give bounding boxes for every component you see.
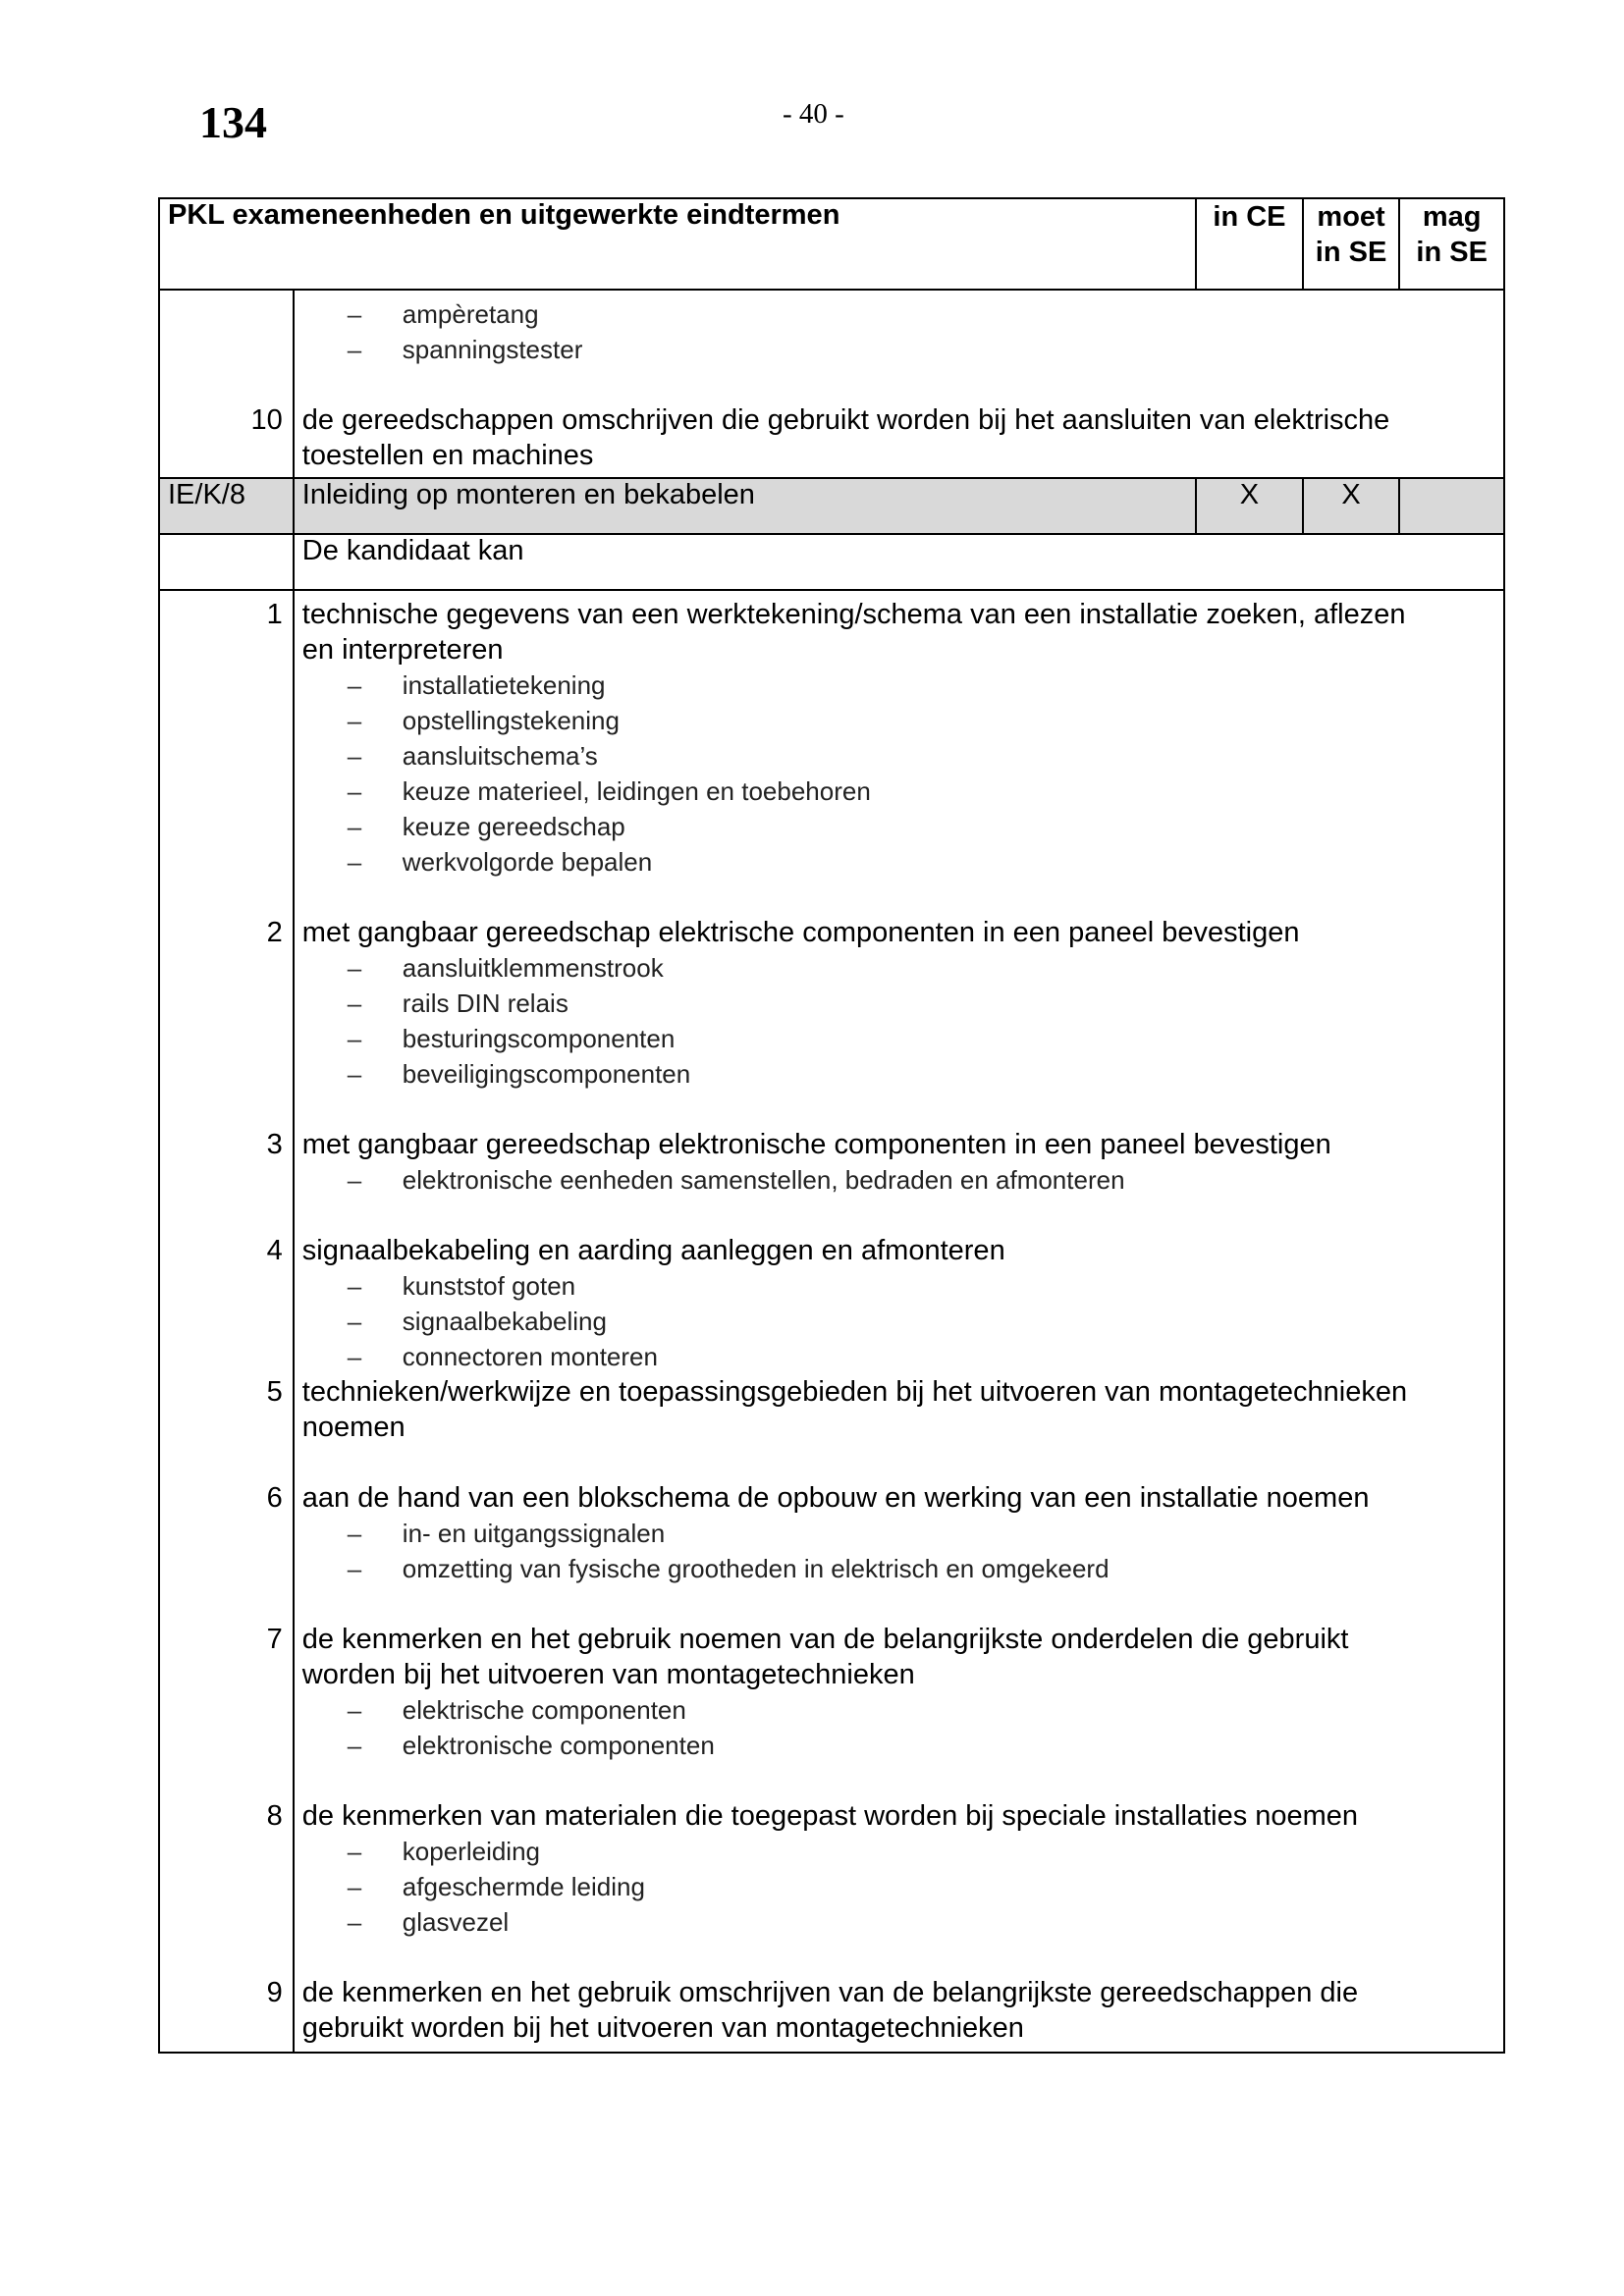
list-item bbox=[302, 1622, 1495, 1763]
dash-bullet-icon: – bbox=[347, 1837, 362, 1866]
dash-bullet-icon: – bbox=[347, 1731, 362, 1760]
sub-item-text: besturingscomponenten bbox=[402, 1024, 676, 1053]
item-text: en interpreteren bbox=[301, 634, 504, 666]
dash-bullet-icon: – bbox=[347, 299, 362, 329]
header-in-ce: in CE bbox=[1196, 198, 1303, 290]
sub-item bbox=[302, 844, 1495, 880]
item-text: de kenmerken en het gebruik noemen van de belangrijkste onderdelen die gebruikt bbox=[301, 1624, 1349, 1655]
item-number: 5 bbox=[266, 1376, 283, 1408]
item-text: technische gegevens van een werktekening/schema van een installatie zoeken, aflezen bbox=[301, 599, 1406, 630]
unit-moet-in-se-mark: X bbox=[1303, 478, 1400, 534]
list-item bbox=[302, 1480, 1495, 1586]
dash-bullet-icon: – bbox=[347, 741, 362, 771]
dash-bullet-icon: – bbox=[347, 335, 362, 364]
sub-item-text: werkvolgorde bepalen bbox=[402, 847, 653, 877]
item-numbers-column bbox=[159, 590, 294, 2053]
item-number: 3 bbox=[266, 1129, 283, 1160]
unit-mag-in-se-mark bbox=[1399, 478, 1504, 534]
sub-item bbox=[302, 703, 1495, 738]
continuation-row bbox=[159, 290, 1504, 478]
sub-item bbox=[302, 1834, 1495, 1869]
header-mag-in-se: mag in SE bbox=[1399, 198, 1504, 290]
item-text: technieken/werkwijze en toepassingsgebieden bij het uitvoeren van montagetechnieken bbox=[301, 1376, 1408, 1408]
sub-item-text: elektronische componenten bbox=[402, 1731, 715, 1760]
sub-item-text: glasvezel bbox=[402, 1907, 510, 1937]
dash-bullet-icon: – bbox=[347, 1554, 362, 1583]
list-item bbox=[302, 1233, 1495, 1374]
dash-bullet-icon: – bbox=[347, 847, 362, 877]
intro-number-cell bbox=[159, 534, 294, 590]
list-item bbox=[302, 915, 1495, 1092]
sub-item bbox=[302, 1339, 1495, 1374]
dash-bullet-icon: – bbox=[347, 1695, 362, 1725]
unit-code: IE/K/8 bbox=[159, 478, 294, 534]
sub-item bbox=[302, 1304, 1495, 1339]
sub-item bbox=[302, 986, 1495, 1021]
item-text: de kenmerken van materialen die toegepast worden bij speciale installaties noemen bbox=[301, 1800, 1359, 1832]
item-text: gebruikt worden bij het uitvoeren van montagetechnieken bbox=[301, 2012, 1024, 2044]
dash-bullet-icon: – bbox=[347, 670, 362, 700]
sub-item bbox=[302, 667, 1495, 703]
sub-item-text: beveiligingscomponenten bbox=[402, 1059, 691, 1089]
item-text: met gangbaar gereedschap elektrische componenten in een paneel bevestigen bbox=[301, 917, 1300, 948]
dash-bullet-icon: – bbox=[347, 953, 362, 983]
list-item bbox=[302, 1127, 1495, 1198]
sub-item bbox=[302, 1551, 1495, 1586]
dash-bullet-icon: – bbox=[347, 1872, 362, 1901]
dash-bullet-icon: – bbox=[347, 1907, 362, 1937]
sub-item bbox=[302, 1869, 1495, 1904]
sub-item-text: aansluitklemmenstrook bbox=[402, 953, 664, 983]
sub-item-text: rails DIN relais bbox=[402, 988, 568, 1018]
dash-bullet-icon: – bbox=[347, 1271, 362, 1301]
sub-item bbox=[302, 1162, 1495, 1198]
sub-item bbox=[302, 738, 1495, 774]
page-number: 134 bbox=[199, 97, 267, 147]
dash-bullet-icon: – bbox=[347, 1024, 362, 1053]
dash-bullet-icon: – bbox=[347, 988, 362, 1018]
items-row bbox=[159, 590, 1504, 2053]
sub-item bbox=[302, 809, 1495, 844]
continuation-content bbox=[294, 290, 1504, 478]
dash-bullet-icon: – bbox=[347, 1519, 362, 1548]
sub-item-text: spanningstester bbox=[402, 335, 583, 364]
item-number: 1 bbox=[266, 599, 283, 630]
table-header-row bbox=[159, 198, 1504, 290]
item-text: noemen bbox=[301, 1412, 406, 1443]
item-number: 6 bbox=[266, 1482, 283, 1514]
continuation-number-cell: 10 bbox=[159, 290, 294, 478]
sub-item-text: kunststof goten bbox=[402, 1271, 576, 1301]
unit-row bbox=[159, 478, 1504, 534]
sub-item-text: connectoren monteren bbox=[402, 1342, 658, 1371]
folio: - 40 - bbox=[783, 98, 844, 130]
list-item bbox=[302, 597, 1495, 880]
unit-name: Inleiding op monteren en bekabelen bbox=[294, 478, 1196, 534]
item-number: 9 bbox=[266, 1977, 283, 2008]
dash-bullet-icon: – bbox=[347, 812, 362, 841]
sub-item-text: keuze gereedschap bbox=[402, 812, 625, 841]
dash-bullet-icon: – bbox=[347, 1342, 362, 1371]
item-text: de gereedschappen omschrijven die gebruikt worden bij het aansluiten van elektrische toestellen en machines bbox=[301, 404, 1390, 471]
sub-item bbox=[302, 296, 1495, 332]
sub-item-text: koperleiding bbox=[402, 1837, 541, 1866]
sub-item-text: afgeschermde leiding bbox=[402, 1872, 645, 1901]
sub-item bbox=[302, 1056, 1495, 1092]
sub-item bbox=[302, 1904, 1495, 1940]
sub-item bbox=[302, 774, 1495, 809]
header-moet-in-se: moet in SE bbox=[1303, 198, 1400, 290]
item-text: worden bij het uitvoeren van montagetechnieken bbox=[301, 1659, 915, 1690]
dash-bullet-icon: – bbox=[347, 776, 362, 806]
list-item bbox=[302, 1374, 1495, 1445]
sub-item bbox=[302, 1516, 1495, 1551]
item-number: 4 bbox=[266, 1235, 283, 1266]
sub-item bbox=[302, 950, 1495, 986]
intro-text: De kandidaat kan bbox=[294, 534, 1504, 590]
dash-bullet-icon: – bbox=[347, 1059, 362, 1089]
intro-row bbox=[159, 534, 1504, 590]
dash-bullet-icon: – bbox=[347, 1307, 362, 1336]
item-text: aan de hand van een blokschema de opbouw en werking van een installatie noemen bbox=[301, 1482, 1370, 1514]
item-number: 8 bbox=[266, 1800, 283, 1832]
sub-item-text: elektronische eenheden samenstellen, bedraden en afmonteren bbox=[402, 1165, 1125, 1195]
dash-bullet-icon: – bbox=[347, 1165, 362, 1195]
sub-item bbox=[302, 1021, 1495, 1056]
item-text: de kenmerken en het gebruik omschrijven van de belangrijkste gereedschappen die bbox=[301, 1977, 1359, 2008]
sub-item-text: keuze materieel, leidingen en toebehoren bbox=[402, 776, 871, 806]
sub-item-text: aansluitschema’s bbox=[402, 741, 598, 771]
sub-item-text: signaalbekabeling bbox=[402, 1307, 607, 1336]
sub-item bbox=[302, 1728, 1495, 1763]
sub-item-text: ampèretang bbox=[402, 299, 539, 329]
sub-item-text: in- en uitgangssignalen bbox=[402, 1519, 666, 1548]
sub-item bbox=[302, 1268, 1495, 1304]
item-text: met gangbaar gereedschap elektronische componenten in een paneel bevestigen bbox=[301, 1129, 1331, 1160]
list-item bbox=[302, 1798, 1495, 1940]
header-title: PKL exameneenheden en uitgewerkte eindtermen bbox=[159, 198, 1196, 290]
eindtermen-table bbox=[158, 197, 1505, 2054]
item-text: signaalbekabeling en aarding aanleggen en afmonteren bbox=[301, 1235, 1005, 1266]
unit-in-ce-mark: X bbox=[1196, 478, 1303, 534]
sub-item-text: installatietekening bbox=[402, 670, 606, 700]
item-number: 2 bbox=[266, 917, 283, 948]
item-number: 7 bbox=[266, 1624, 283, 1655]
sub-item-text: elektrische componenten bbox=[402, 1695, 686, 1725]
items-content bbox=[294, 590, 1504, 2053]
sub-item bbox=[302, 1692, 1495, 1728]
dash-bullet-icon: – bbox=[347, 706, 362, 735]
sub-item-text: omzetting van fysische grootheden in elektrisch en omgekeerd bbox=[402, 1554, 1110, 1583]
list-item bbox=[302, 1975, 1495, 2046]
sub-item-text: opstellingstekening bbox=[402, 706, 620, 735]
sub-item bbox=[302, 332, 1495, 367]
